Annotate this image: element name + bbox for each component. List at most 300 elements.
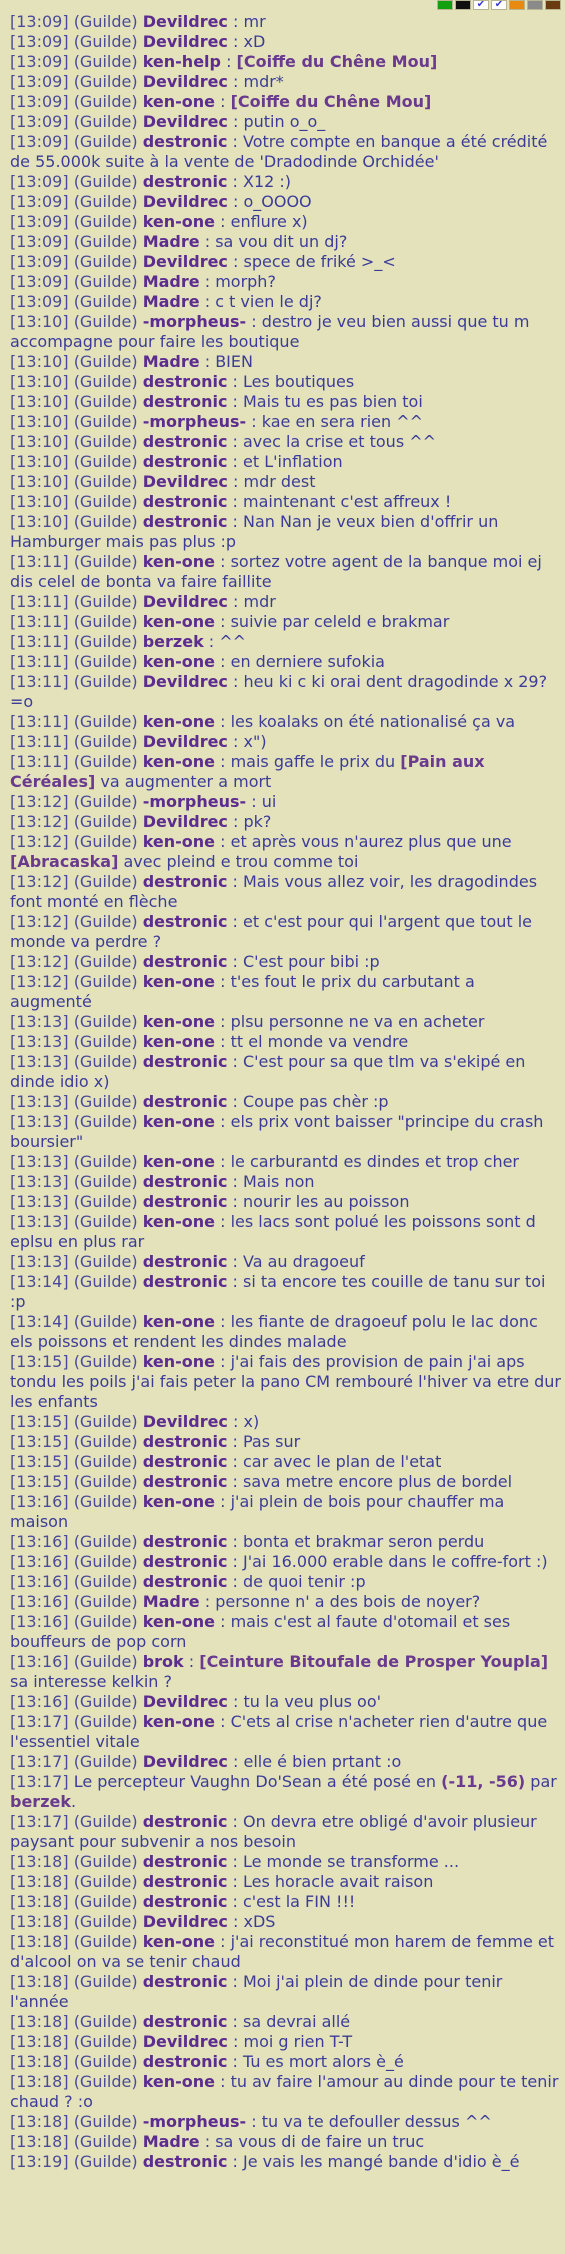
message-author-link[interactable]: Devildrec bbox=[142, 732, 228, 751]
system-message bbox=[10, 1772, 561, 1812]
message-separator: : bbox=[215, 652, 231, 671]
message-author-link[interactable]: destronic bbox=[142, 372, 228, 391]
message-timestamp: [13:09] bbox=[10, 192, 69, 211]
message-text: enflure x) bbox=[230, 212, 308, 231]
message-channel: (Guilde) bbox=[73, 1532, 138, 1551]
message-author-link[interactable]: brok bbox=[142, 1652, 184, 1671]
message-text: bonta et brakmar seron perdu bbox=[242, 1532, 485, 1551]
message-text: Les horacle avait raison bbox=[242, 1872, 434, 1891]
message-separator: : bbox=[199, 272, 216, 291]
message-timestamp: [13:13] bbox=[10, 1112, 69, 1131]
chat-message bbox=[10, 2152, 561, 2172]
message-author-link[interactable]: Devildrec bbox=[142, 12, 228, 31]
message-channel: (Guilde) bbox=[73, 1432, 138, 1451]
message-timestamp: [13:13] bbox=[10, 1192, 69, 1211]
message-timestamp: [13:18] bbox=[10, 2052, 69, 2071]
chat-message bbox=[10, 652, 561, 672]
message-author-link[interactable]: Devildrec bbox=[142, 72, 228, 91]
message-separator: : bbox=[246, 792, 262, 811]
message-author-link[interactable]: destronic bbox=[142, 1432, 228, 1451]
message-author-link[interactable]: ken-one bbox=[142, 552, 216, 571]
message-separator: : bbox=[220, 52, 237, 71]
message-author-link[interactable]: Madre bbox=[142, 2132, 200, 2151]
chat-message bbox=[10, 1452, 561, 1472]
message-timestamp: [13:18] bbox=[10, 2112, 69, 2131]
message-separator: : bbox=[227, 372, 243, 391]
chat-message bbox=[10, 2012, 561, 2032]
message-author-link[interactable]: ken-help bbox=[142, 52, 221, 71]
message-timestamp: [13:16] bbox=[10, 1612, 69, 1631]
message-separator: : bbox=[227, 912, 243, 931]
chat-message bbox=[10, 292, 561, 312]
message-timestamp: [13:10] bbox=[10, 352, 69, 371]
message-channel: (Guilde) bbox=[73, 972, 138, 991]
chat-message bbox=[10, 1192, 561, 1212]
chat-message bbox=[10, 752, 561, 792]
chat-message bbox=[10, 1872, 561, 1892]
message-timestamp: [13:18] bbox=[10, 2072, 69, 2091]
message-separator: : bbox=[227, 1752, 244, 1771]
message-author-link[interactable]: destronic bbox=[142, 392, 228, 411]
message-separator: : bbox=[215, 1152, 231, 1171]
chat-message bbox=[10, 552, 561, 592]
message-separator: : bbox=[227, 1892, 243, 1911]
message-separator: : bbox=[227, 592, 244, 611]
message-text: ^^ bbox=[219, 632, 247, 651]
message-timestamp: [13:16] bbox=[10, 1572, 69, 1591]
message-text: mais gaffe le prix du bbox=[230, 752, 401, 771]
message-channel: (Guilde) bbox=[73, 112, 138, 131]
message-channel: (Guilde) bbox=[73, 132, 138, 151]
message-text: nourir les au poisson bbox=[242, 1192, 410, 1211]
message-separator: : bbox=[227, 252, 244, 271]
message-timestamp: [13:09] bbox=[10, 232, 69, 251]
message-author-link[interactable]: ken-one bbox=[142, 1352, 216, 1371]
message-text: les koalaks on été nationalisé ça va bbox=[230, 712, 516, 731]
chat-message bbox=[10, 972, 561, 1012]
chat-message bbox=[10, 1692, 561, 1712]
item-link[interactable]: [Coiffe du Chêne Mou] bbox=[236, 52, 438, 71]
message-author-link[interactable]: destronic bbox=[142, 1192, 228, 1211]
message-separator: : bbox=[183, 1652, 200, 1671]
message-author-link[interactable]: destronic bbox=[142, 132, 228, 151]
chat-message bbox=[10, 1112, 561, 1152]
message-channel: (Guilde) bbox=[73, 1032, 138, 1051]
message-author-link[interactable]: Madre bbox=[142, 272, 200, 291]
message-channel: (Guilde) bbox=[73, 792, 138, 811]
message-text: t'es fout le prix du carbutant a augmenté bbox=[10, 972, 475, 1011]
message-timestamp: [13:18] bbox=[10, 2132, 69, 2151]
message-separator: : bbox=[227, 1852, 243, 1871]
message-author-link[interactable]: destronic bbox=[142, 2052, 228, 2071]
message-timestamp: [13:12] bbox=[10, 812, 69, 831]
filter-brown-checkbox[interactable] bbox=[545, 0, 561, 10]
message-author-link[interactable]: destronic bbox=[142, 1452, 228, 1471]
message-author-link[interactable]: destronic bbox=[142, 1092, 228, 1111]
message-separator: : bbox=[215, 752, 231, 771]
message-timestamp: [13:11] bbox=[10, 752, 69, 771]
message-author-link[interactable]: destronic bbox=[142, 1572, 228, 1591]
message-text: . bbox=[71, 1792, 77, 1811]
message-author-link[interactable]: ken-one bbox=[142, 1312, 216, 1331]
message-separator: : bbox=[227, 2052, 243, 2071]
item-link[interactable]: (-11, -56) bbox=[441, 1772, 526, 1791]
message-separator: : bbox=[227, 1692, 244, 1711]
message-channel: (Guilde) bbox=[73, 1472, 138, 1491]
message-separator: : bbox=[215, 1932, 231, 1951]
message-author-link[interactable]: destronic bbox=[142, 512, 228, 531]
message-separator: : bbox=[227, 1252, 243, 1271]
message-author-link[interactable]: -morpheus- bbox=[142, 412, 247, 431]
message-author-link[interactable]: ken-one bbox=[142, 972, 216, 991]
message-channel: (Guilde) bbox=[73, 592, 138, 611]
message-timestamp: [13:11] bbox=[10, 652, 69, 671]
message-author-link[interactable]: Devildrec bbox=[142, 592, 228, 611]
message-author-link[interactable]: ken-one bbox=[142, 212, 216, 231]
message-timestamp: [13:10] bbox=[10, 372, 69, 391]
message-author-link[interactable]: destronic bbox=[142, 492, 228, 511]
chat-message bbox=[10, 1752, 561, 1772]
message-timestamp: [13:10] bbox=[10, 412, 69, 431]
message-author-link[interactable]: destronic bbox=[142, 872, 228, 891]
message-timestamp: [13:09] bbox=[10, 112, 69, 131]
message-author-link[interactable]: ken-one bbox=[142, 1712, 216, 1731]
message-channel: (Guilde) bbox=[73, 1112, 138, 1131]
message-text: destro je veu bien aussi que tu m accompagne pour faire les boutique bbox=[10, 312, 530, 351]
message-author-link[interactable]: ken-one bbox=[142, 652, 216, 671]
message-channel: (Guilde) bbox=[73, 2152, 138, 2171]
chat-message bbox=[10, 1572, 561, 1592]
message-text: j'ai reconstitué mon harem de femme et d'alcool on va se tenir chaud bbox=[10, 1932, 555, 1971]
message-author-link[interactable]: destronic bbox=[142, 1252, 228, 1271]
message-text: heu ki c ki orai dent dragodinde x 29? =o bbox=[10, 672, 548, 711]
message-author-link[interactable]: destronic bbox=[142, 1552, 228, 1571]
message-author-link[interactable]: destronic bbox=[142, 1972, 228, 1991]
message-author-link[interactable]: destronic bbox=[142, 1532, 228, 1551]
message-author-link[interactable]: destronic bbox=[142, 1172, 228, 1191]
message-separator: : bbox=[227, 1572, 243, 1591]
message-text: suivie par celeld e brakmar bbox=[230, 612, 450, 631]
message-author-link[interactable]: Devildrec bbox=[142, 672, 228, 691]
message-separator: : bbox=[215, 92, 231, 111]
message-text: et L'inflation bbox=[242, 452, 343, 471]
message-author-link[interactable]: -morpheus- bbox=[142, 312, 247, 331]
message-separator: : bbox=[227, 132, 243, 151]
chat-message bbox=[10, 192, 561, 212]
message-separator: : bbox=[227, 12, 244, 31]
message-author-link[interactable]: destronic bbox=[142, 2152, 228, 2171]
message-author-link[interactable]: -morpheus- bbox=[142, 2112, 247, 2131]
chat-message bbox=[10, 2032, 561, 2052]
message-text: spece de friké >_< bbox=[243, 252, 396, 271]
message-author-link[interactable]: ken-one bbox=[142, 832, 216, 851]
message-author-link[interactable]: ken-one bbox=[142, 1152, 216, 1171]
chat-message bbox=[10, 732, 561, 752]
filter-white-2-checkbox[interactable] bbox=[491, 0, 507, 10]
message-separator: : bbox=[227, 1472, 243, 1491]
message-timestamp: [13:09] bbox=[10, 32, 69, 51]
chat-message bbox=[10, 1852, 561, 1872]
chat-message bbox=[10, 412, 561, 432]
message-timestamp: [13:12] bbox=[10, 952, 69, 971]
chat-message bbox=[10, 1652, 561, 1692]
message-channel: (Guilde) bbox=[73, 1712, 138, 1731]
message-author-link[interactable]: ken-one bbox=[142, 1032, 216, 1051]
chat-message bbox=[10, 832, 561, 872]
chat-message bbox=[10, 72, 561, 92]
message-author-link[interactable]: ken-one bbox=[142, 92, 216, 111]
item-link[interactable]: [Pain aux Céréales] bbox=[10, 752, 485, 791]
message-author-link[interactable]: Devildrec bbox=[142, 812, 228, 831]
message-channel: (Guilde) bbox=[73, 1012, 138, 1031]
item-link[interactable]: berzek bbox=[10, 1792, 71, 1811]
message-separator: : bbox=[227, 2152, 243, 2171]
message-separator: : bbox=[227, 2012, 243, 2031]
chat-message bbox=[10, 1712, 561, 1752]
message-channel: (Guilde) bbox=[73, 252, 138, 271]
filter-white-1-checkbox[interactable] bbox=[473, 0, 489, 10]
message-text: mdr dest bbox=[243, 472, 316, 491]
message-text: sa devrai allé bbox=[242, 2012, 351, 2031]
message-channel: (Guilde) bbox=[73, 2072, 138, 2091]
message-channel: (Guilde) bbox=[73, 872, 138, 891]
message-timestamp: [13:09] bbox=[10, 52, 69, 71]
message-author-link[interactable]: destronic bbox=[142, 1272, 228, 1291]
chat-message bbox=[10, 592, 561, 612]
chat-message bbox=[10, 1612, 561, 1652]
message-timestamp: [13:11] bbox=[10, 612, 69, 631]
chat-message bbox=[10, 32, 561, 52]
filter-gray-checkbox[interactable] bbox=[527, 0, 543, 10]
message-timestamp: [13:14] bbox=[10, 1312, 69, 1331]
message-separator: : bbox=[227, 1812, 243, 1831]
message-author-link[interactable]: Devildrec bbox=[142, 1412, 228, 1431]
message-separator: : bbox=[227, 872, 243, 891]
message-channel: (Guilde) bbox=[73, 492, 138, 511]
message-author-link[interactable]: ken-one bbox=[142, 1612, 216, 1631]
message-text: et c'est pour qui l'argent que tout le monde va perdre ? bbox=[10, 912, 533, 951]
message-author-link[interactable]: Devildrec bbox=[142, 192, 228, 211]
message-channel: (Guilde) bbox=[73, 2112, 138, 2131]
message-separator: : bbox=[227, 192, 244, 211]
message-separator: : bbox=[227, 1972, 243, 1991]
message-text: sa vous di de faire un truc bbox=[215, 2132, 425, 2151]
item-link[interactable]: [Abracaska] bbox=[10, 852, 119, 871]
message-author-link[interactable]: Madre bbox=[142, 232, 200, 251]
message-channel: (Guilde) bbox=[73, 2132, 138, 2151]
message-text: mdr* bbox=[243, 72, 284, 91]
message-author-link[interactable]: berzek bbox=[142, 632, 204, 651]
message-timestamp: [13:11] bbox=[10, 632, 69, 651]
filter-green-checkbox[interactable] bbox=[437, 0, 453, 10]
message-author-link[interactable]: destronic bbox=[142, 1472, 228, 1491]
message-timestamp: [13:10] bbox=[10, 452, 69, 471]
message-separator: : bbox=[227, 452, 243, 471]
message-author-link[interactable]: destronic bbox=[142, 1852, 228, 1871]
message-author-link[interactable]: destronic bbox=[142, 1052, 228, 1071]
message-author-link[interactable]: ken-one bbox=[142, 612, 216, 631]
message-author-link[interactable]: Devildrec bbox=[142, 1752, 228, 1771]
message-separator: : bbox=[227, 1052, 243, 1071]
message-timestamp: [13:14] bbox=[10, 1272, 69, 1291]
message-text: ui bbox=[261, 792, 277, 811]
message-text: plsu personne ne va en acheter bbox=[230, 1012, 485, 1031]
message-text: car avec le plan de l'etat bbox=[242, 1452, 442, 1471]
chat-message bbox=[10, 1432, 561, 1452]
message-author-link[interactable]: destronic bbox=[142, 952, 228, 971]
message-channel: (Guilde) bbox=[73, 632, 138, 651]
message-channel: (Guilde) bbox=[73, 1452, 138, 1471]
message-author-link[interactable]: Devildrec bbox=[142, 112, 228, 131]
message-timestamp: [13:13] bbox=[10, 1092, 69, 1111]
chat-message bbox=[10, 232, 561, 252]
chat-message bbox=[10, 1352, 561, 1412]
message-text: mdr bbox=[243, 592, 276, 611]
message-author-link[interactable]: Madre bbox=[142, 292, 200, 311]
message-separator: : bbox=[227, 1872, 243, 1891]
message-separator: : bbox=[199, 232, 216, 251]
message-author-link[interactable]: ken-one bbox=[142, 1212, 216, 1231]
message-channel: (Guilde) bbox=[73, 72, 138, 91]
filter-orange-checkbox[interactable] bbox=[509, 0, 525, 10]
message-author-link[interactable]: destronic bbox=[142, 432, 228, 451]
message-author-link[interactable]: ken-one bbox=[142, 1112, 216, 1131]
message-separator: : bbox=[227, 512, 243, 531]
chat-message bbox=[10, 812, 561, 832]
chat-message bbox=[10, 672, 561, 712]
message-text: moi g rien T-T bbox=[243, 2032, 353, 2051]
chat-message bbox=[10, 1532, 561, 1552]
message-author-link[interactable]: ken-one bbox=[142, 1932, 216, 1951]
message-author-link[interactable]: ken-one bbox=[142, 752, 216, 771]
message-timestamp: [13:13] bbox=[10, 1212, 69, 1231]
message-channel: (Guilde) bbox=[73, 472, 138, 491]
message-timestamp: [13:09] bbox=[10, 292, 69, 311]
message-channel: (Guilde) bbox=[73, 432, 138, 451]
chat-message bbox=[10, 632, 561, 652]
message-author-link[interactable]: Madre bbox=[142, 352, 200, 371]
chat-message bbox=[10, 1592, 561, 1612]
message-author-link[interactable]: destronic bbox=[142, 1812, 228, 1831]
message-text: sa interesse kelkin ? bbox=[10, 1672, 173, 1691]
message-timestamp: [13:11] bbox=[10, 672, 69, 691]
message-author-link[interactable]: destronic bbox=[142, 912, 228, 931]
message-author-link[interactable]: ken-one bbox=[142, 2072, 216, 2091]
message-author-link[interactable]: destronic bbox=[142, 172, 228, 191]
message-channel: (Guilde) bbox=[73, 1352, 138, 1371]
message-separator: : bbox=[215, 712, 231, 731]
chat-message bbox=[10, 2132, 561, 2152]
message-timestamp: [13:13] bbox=[10, 1052, 69, 1071]
message-timestamp: [13:18] bbox=[10, 1932, 69, 1951]
message-author-link[interactable]: Devildrec bbox=[142, 1912, 228, 1931]
chat-message bbox=[10, 1052, 561, 1092]
message-timestamp: [13:09] bbox=[10, 272, 69, 291]
message-timestamp: [13:09] bbox=[10, 132, 69, 151]
message-channel: (Guilde) bbox=[73, 672, 138, 691]
chat-message bbox=[10, 252, 561, 272]
message-channel: (Guilde) bbox=[73, 612, 138, 631]
message-text: le carburantd es dindes et trop cher bbox=[230, 1152, 520, 1171]
message-separator: : bbox=[227, 812, 244, 831]
item-link[interactable]: [Coiffe du Chêne Mou] bbox=[230, 92, 432, 111]
message-author-link[interactable]: Devildrec bbox=[142, 1692, 228, 1711]
message-author-link[interactable]: ken-one bbox=[142, 1492, 216, 1511]
message-timestamp: [13:09] bbox=[10, 92, 69, 111]
message-author-link[interactable]: destronic bbox=[142, 2012, 228, 2031]
message-text: Tu es mort alors è_é bbox=[242, 2052, 404, 2071]
message-separator: : bbox=[246, 412, 262, 431]
message-separator: : bbox=[227, 1092, 243, 1111]
message-author-link[interactable]: ken-one bbox=[142, 1012, 216, 1031]
chat-message bbox=[10, 612, 561, 632]
message-channel: (Guilde) bbox=[73, 732, 138, 751]
chat-message bbox=[10, 432, 561, 452]
message-separator: : bbox=[227, 952, 243, 971]
item-link[interactable]: [Ceinture Bitoufale de Prosper Youpla] bbox=[199, 1652, 549, 1671]
message-text: o_OOOO bbox=[243, 192, 312, 211]
message-author-link[interactable]: Devildrec bbox=[142, 32, 228, 51]
message-text: x) bbox=[243, 1412, 260, 1431]
chat-message bbox=[10, 1892, 561, 1912]
message-timestamp: [13:18] bbox=[10, 1852, 69, 1871]
message-text: Le monde se transforme ... bbox=[242, 1852, 460, 1871]
message-channel: (Guilde) bbox=[73, 1192, 138, 1211]
message-channel: (Guilde) bbox=[73, 312, 138, 331]
message-channel: (Guilde) bbox=[73, 1932, 138, 1951]
message-author-link[interactable]: Devildrec bbox=[142, 252, 228, 271]
message-separator: : bbox=[215, 2072, 231, 2091]
chat-message bbox=[10, 1552, 561, 1572]
message-author-link[interactable]: destronic bbox=[142, 452, 228, 471]
message-timestamp: [13:11] bbox=[10, 552, 69, 571]
message-text: X12 :) bbox=[242, 172, 292, 191]
chat-message bbox=[10, 1012, 561, 1032]
message-text: c'est la FIN !!! bbox=[242, 1892, 356, 1911]
message-text: Mais non bbox=[242, 1172, 315, 1191]
message-timestamp: [13:16] bbox=[10, 1552, 69, 1571]
message-channel: (Guilde) bbox=[73, 1492, 138, 1511]
message-separator: : bbox=[199, 352, 216, 371]
message-separator: : bbox=[215, 972, 231, 991]
message-text: C'est pour sa que tlm va s'ekipé en dinde idio x) bbox=[10, 1052, 526, 1091]
message-text: tu la veu plus oo' bbox=[243, 1692, 381, 1711]
chat-message bbox=[10, 132, 561, 172]
filter-black-checkbox[interactable] bbox=[455, 0, 471, 10]
message-separator: : bbox=[246, 2112, 262, 2131]
chat-message bbox=[10, 792, 561, 812]
message-timestamp: [13:15] bbox=[10, 1452, 69, 1471]
message-author-link[interactable]: -morpheus- bbox=[142, 792, 247, 811]
chat-message bbox=[10, 1092, 561, 1112]
message-text: elle é bien prtant :o bbox=[243, 1752, 402, 1771]
message-timestamp: [13:18] bbox=[10, 2012, 69, 2031]
message-separator: : bbox=[227, 492, 243, 511]
message-author-link[interactable]: Devildrec bbox=[142, 2032, 228, 2051]
message-separator: : bbox=[227, 1912, 244, 1931]
message-text: j'ai plein de bois pour chauffer ma maison bbox=[10, 1492, 505, 1531]
message-author-link[interactable]: destronic bbox=[142, 1872, 228, 1891]
message-timestamp: [13:18] bbox=[10, 1972, 69, 1991]
message-text: si ta encore tes couille de tanu sur toi :p bbox=[10, 1272, 546, 1311]
message-separator: : bbox=[227, 172, 243, 191]
message-author-link[interactable]: ken-one bbox=[142, 712, 216, 731]
message-author-link[interactable]: Madre bbox=[142, 1592, 200, 1611]
message-author-link[interactable]: Devildrec bbox=[142, 472, 228, 491]
message-separator: : bbox=[227, 32, 244, 51]
message-channel: (Guilde) bbox=[73, 52, 138, 71]
message-author-link[interactable]: destronic bbox=[142, 1892, 228, 1911]
